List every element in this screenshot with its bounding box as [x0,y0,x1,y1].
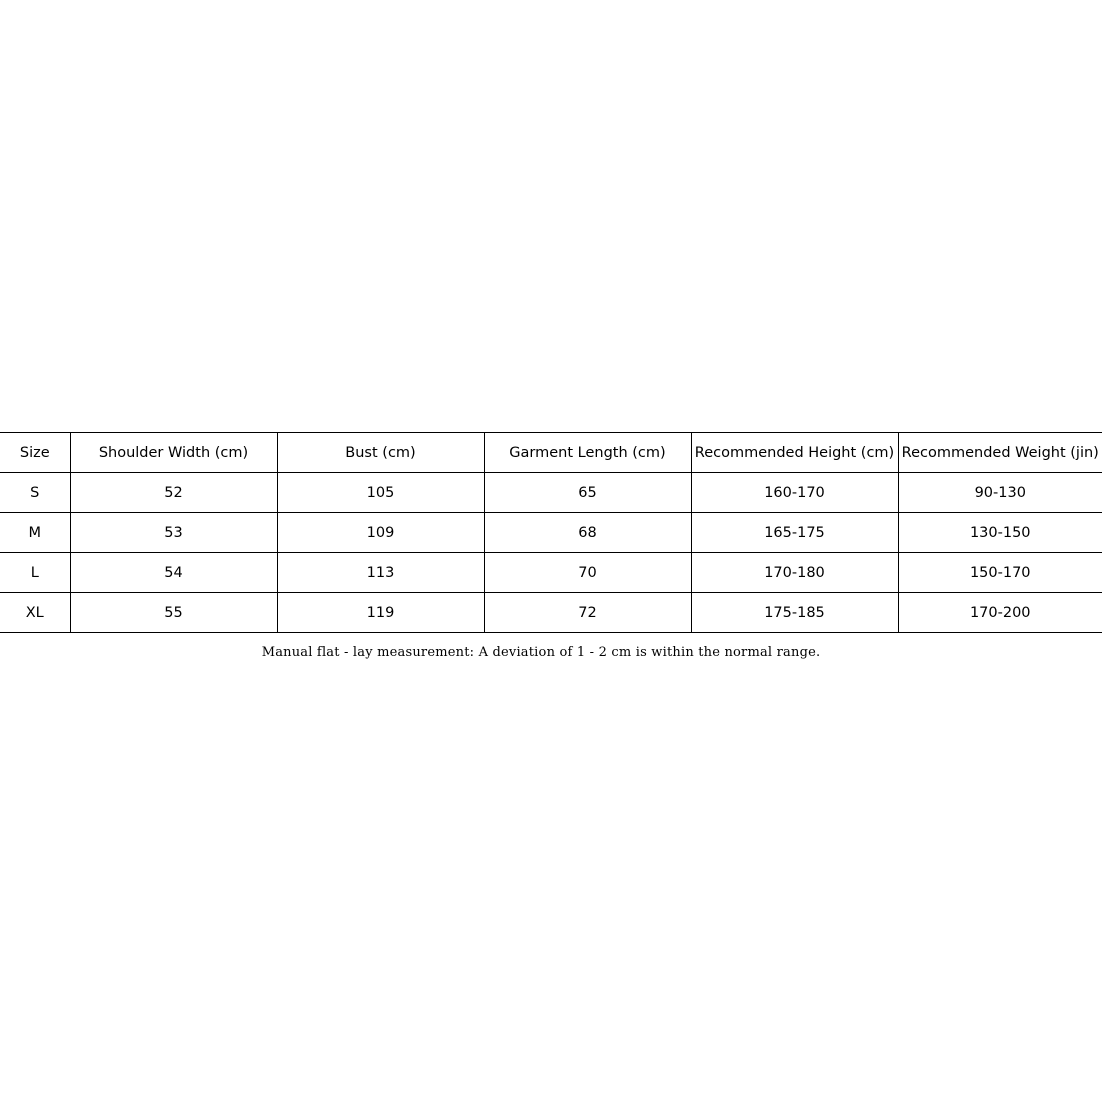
table-row [0,553,1102,593]
cell-garment-length: 72 [484,593,691,633]
cell-garment-length: 68 [484,513,691,553]
cell-bust: 109 [277,513,484,553]
cell-recommended-height: 170-180 [691,553,898,593]
header-shoulder-width: Shoulder Width (cm) [70,433,277,473]
cell-recommended-weight: 170-200 [898,593,1102,633]
table-row [0,473,1102,513]
header-garment-length: Garment Length (cm) [484,433,691,473]
cell-size: M [0,513,70,553]
cell-shoulder-width: 55 [70,593,277,633]
cell-size: XL [0,593,70,633]
cell-recommended-weight: 130-150 [898,513,1102,553]
cell-size: L [0,553,70,593]
size-chart-table [0,432,1102,633]
table-row [0,513,1102,553]
cell-garment-length: 65 [484,473,691,513]
cell-garment-length: 70 [484,553,691,593]
cell-recommended-weight: 90-130 [898,473,1102,513]
measurement-note: Manual flat - lay measurement: A deviation of 1 - 2 cm is within the normal range. [261,645,821,660]
cell-recommended-weight: 150-170 [898,553,1102,593]
header-size: Size [0,433,70,473]
cell-recommended-height: 160-170 [691,473,898,513]
cell-shoulder-width: 52 [70,473,277,513]
cell-bust: 105 [277,473,484,513]
header-recommended-weight: Recommended Weight (jin) [898,433,1102,473]
cell-size: S [0,473,70,513]
cell-recommended-height: 165-175 [691,513,898,553]
header-recommended-height: Recommended Height (cm) [691,433,898,473]
cell-recommended-height: 175-185 [691,593,898,633]
cell-bust: 119 [277,593,484,633]
table-row [0,593,1102,633]
cell-shoulder-width: 54 [70,553,277,593]
cell-shoulder-width: 53 [70,513,277,553]
cell-bust: 113 [277,553,484,593]
header-bust: Bust (cm) [277,433,484,473]
table-header-row [0,433,1102,473]
